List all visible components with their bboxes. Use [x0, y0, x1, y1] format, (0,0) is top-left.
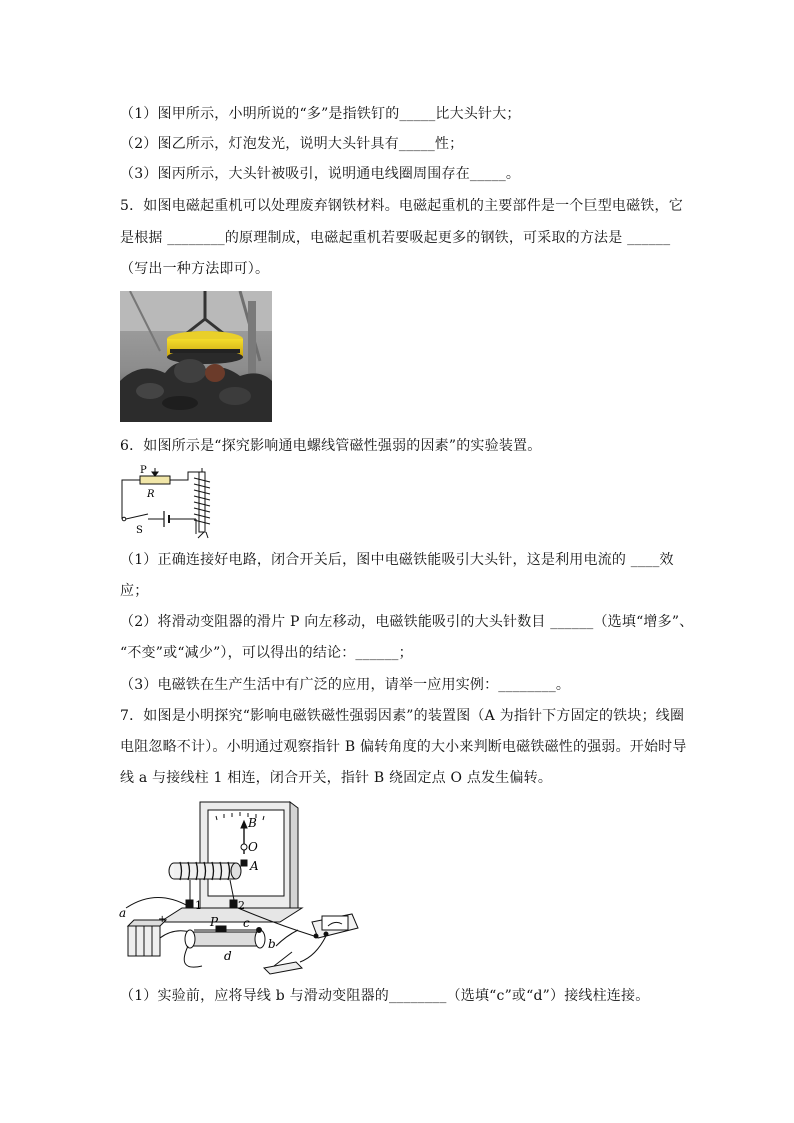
label-o: O: [248, 840, 258, 854]
battery-plus-label: +: [158, 914, 167, 925]
terminal-c-label: c: [243, 916, 250, 930]
q5-line3: （写出一种方法即可）。: [120, 261, 270, 277]
terminal-2-label: 2: [238, 899, 245, 912]
q7-line1: 7．如图是小明探究“影响电磁铁磁性强弱因素”的装置图（A 为指针下方固定的铁块；线圈: [120, 708, 685, 724]
q4-part2: （2）图乙所示，灯泡发光，说明大头针具有_____性；: [120, 136, 464, 152]
q5-line1: 5．如图电磁起重机可以处理废弃钢铁材料。电磁起重机的主要部件是一个巨型电磁铁，它: [120, 198, 683, 214]
q6-part2-line1: （2）将滑动变阻器的滑片 P 向左移动，电磁铁能吸引的大头针数目 ______（选填“增多”、: [120, 614, 694, 630]
solenoid-circuit-diagram: [118, 464, 218, 540]
q6-part1-line1: （1）正确连接好电路，闭合开关后，图中电磁铁能吸引大头针，这是利用电流的 ____效: [120, 552, 674, 568]
q7-line2: 电阻忽略不计）。小明通过观察指针 B 偏转角度的大小来判断电磁铁磁性的强弱。开始时导: [120, 739, 687, 755]
terminal-d-label: d: [224, 949, 232, 963]
q5-line2: 是根据 ________的原理制成，电磁起重机若要吸起更多的钢铁，可采取的方法是 ______: [120, 230, 671, 246]
q6-part2-line2: “不变”或“减少”），可以得出的结论：______；: [120, 645, 413, 661]
q4-part3: （3）图丙所示，大头针被吸引，说明通电线圈周围存在_____。: [120, 166, 521, 182]
q6-line: 6．如图所示是“探究影响通电螺线管磁性强弱的因素”的实验装置。: [120, 438, 542, 454]
q6-part3: （3）电磁铁在生产生活中有广泛的应用，请举一应用实例：________。: [120, 677, 571, 693]
terminal-1-label: 1: [195, 899, 202, 912]
slider-p-label: P: [210, 915, 219, 929]
q7-part1: （1）实验前，应将导线 b 与滑动变阻器的________（选填“c”或“d”）接线柱连接。: [120, 988, 650, 1004]
wire-b-label: b: [268, 937, 276, 951]
electromagnet-crane-photo: [120, 291, 272, 422]
q7-line3: 线 a 与接线柱 1 相连，闭合开关，指针 B 绕固定点 O 点发生偏转。: [120, 770, 553, 786]
q6-part1-line2: 应；: [120, 583, 149, 599]
electromagnet-apparatus-diagram: [116, 796, 366, 978]
wire-a-label: a: [119, 906, 127, 920]
label-r: R: [147, 489, 155, 500]
label-b: B: [248, 816, 257, 830]
label-p: P: [140, 465, 147, 476]
q4-part1: （1）图甲所示，小明所说的“多”是指铁钉的_____比大头针大；: [120, 106, 521, 122]
label-a: A: [250, 859, 259, 873]
label-s: S: [136, 525, 143, 536]
